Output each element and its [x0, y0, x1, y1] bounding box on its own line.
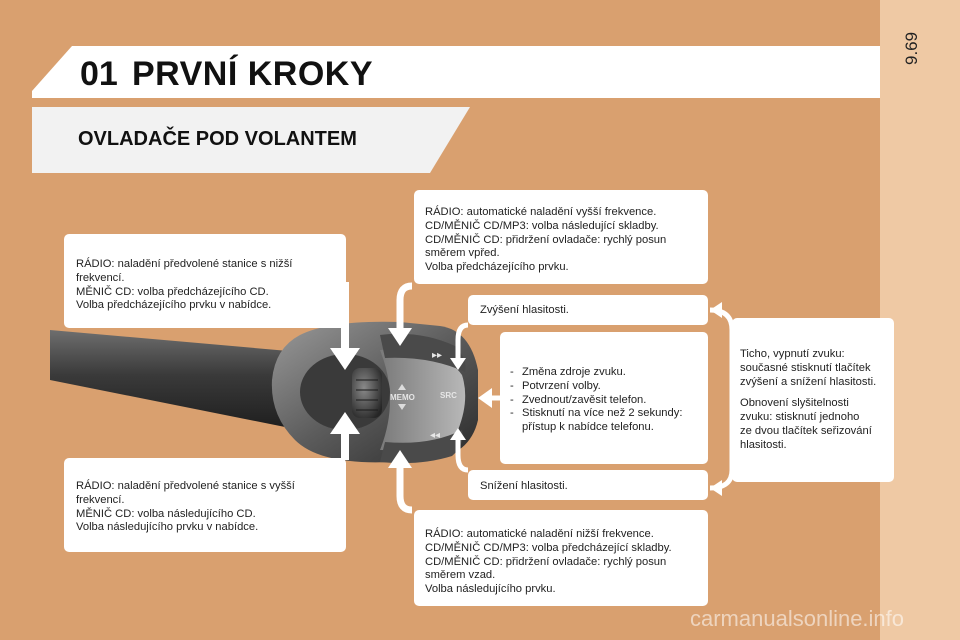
src-arrow-icon [478, 388, 492, 408]
chapter-title: PRVNÍ KROKY [132, 55, 374, 93]
callout-line: směrem vpřed. [425, 247, 500, 260]
callout-source [500, 332, 708, 464]
callout-line: CD/MĚNIČ CD/MP3: volba následující skladby. [425, 219, 659, 232]
callout-line: zvuku: stisknutí jednoho [740, 411, 860, 424]
list-item: - Stisknutí na více než 2 sekundy: přístup k nabídce telefonu. [508, 407, 702, 435]
callout-line: MĚNIČ CD: volba předcházejícího CD. [76, 285, 269, 298]
list-item: - Potvrzení volby. [508, 380, 702, 394]
callout-line: Zvýšení hlasitosti. [480, 304, 569, 316]
mute-bracket-connector [710, 310, 732, 488]
callout-line: Volba předcházejícího prvku. [425, 261, 569, 274]
callout-line: zvýšení a snížení hlasitosti. [740, 375, 877, 388]
callout-line: MĚNIČ CD: volba následujícího CD. [76, 507, 256, 520]
callout-line: frekvencí. [76, 271, 125, 284]
section-title: OVLADAČE POD VOLANTEM [78, 128, 357, 150]
callout-line: směrem vzad. [425, 569, 496, 582]
callout-line: Volba následujícího prvku. [425, 583, 556, 596]
list-item: - Změna zdroje zvuku. [508, 366, 702, 380]
callout-line: CD/MĚNIČ CD: přidržení ovladače: rychlý posun [425, 233, 667, 246]
callout-line: RÁDIO: automatické naladění nižší frekvence. [425, 528, 654, 540]
callout-line: ze dvou tlačítek seřizování [740, 424, 872, 437]
mute-top-arrow-icon [710, 302, 722, 318]
section-number: 01 [80, 55, 118, 93]
watermark: carmanualsonline.info [690, 606, 905, 631]
callout-seek-down [414, 510, 708, 606]
callout-line: Obnovení slyšitelnosti [740, 397, 849, 410]
callout-volume-down [468, 470, 708, 500]
callout-line: frekvencí. [76, 493, 125, 506]
callout-line: RÁDIO: naladění předvolené stanice s vyšší [76, 480, 295, 492]
callout-line: Ticho, vypnutí zvuku: [740, 348, 845, 360]
callout-line: CD/MĚNIČ CD/MP3: volba předcházející skladby. [425, 541, 672, 554]
callout-mute [732, 318, 894, 482]
callout-line: Snížení hlasitosti. [480, 480, 568, 492]
mute-bottom-arrow-icon [710, 480, 722, 496]
callout-volume-up [468, 295, 708, 325]
page-number: 9.69 [902, 31, 921, 65]
callout-line: RÁDIO: naladění předvolené stanice s nižší [76, 258, 293, 270]
callout-line: hlasitosti. [740, 438, 787, 451]
callout-previous-preset [64, 234, 346, 328]
prev-track-icon: ◂◂ [430, 430, 441, 441]
callout-seek-up [414, 190, 708, 284]
callout-next-preset [64, 458, 346, 552]
src-label: SRC [440, 391, 457, 400]
callout-line: CD/MĚNIČ CD: přidržení ovladače: rychlý posun [425, 555, 667, 568]
callout-line: Volba následujícího prvku v nabídce. [76, 521, 259, 534]
callout-line: Volba předcházejícího prvku v nabídce. [76, 299, 272, 312]
bottom-right-connector [400, 466, 412, 510]
next-track-icon: ▸▸ [432, 350, 443, 361]
callout-line: současné stisknutí tlačítek [740, 361, 871, 374]
memo-label: MEMO [390, 393, 415, 402]
list-item: - Zvednout/zavěsit telefon. [508, 394, 702, 408]
callout-line: RÁDIO: automatické naladění vyšší frekvence. [425, 206, 657, 218]
